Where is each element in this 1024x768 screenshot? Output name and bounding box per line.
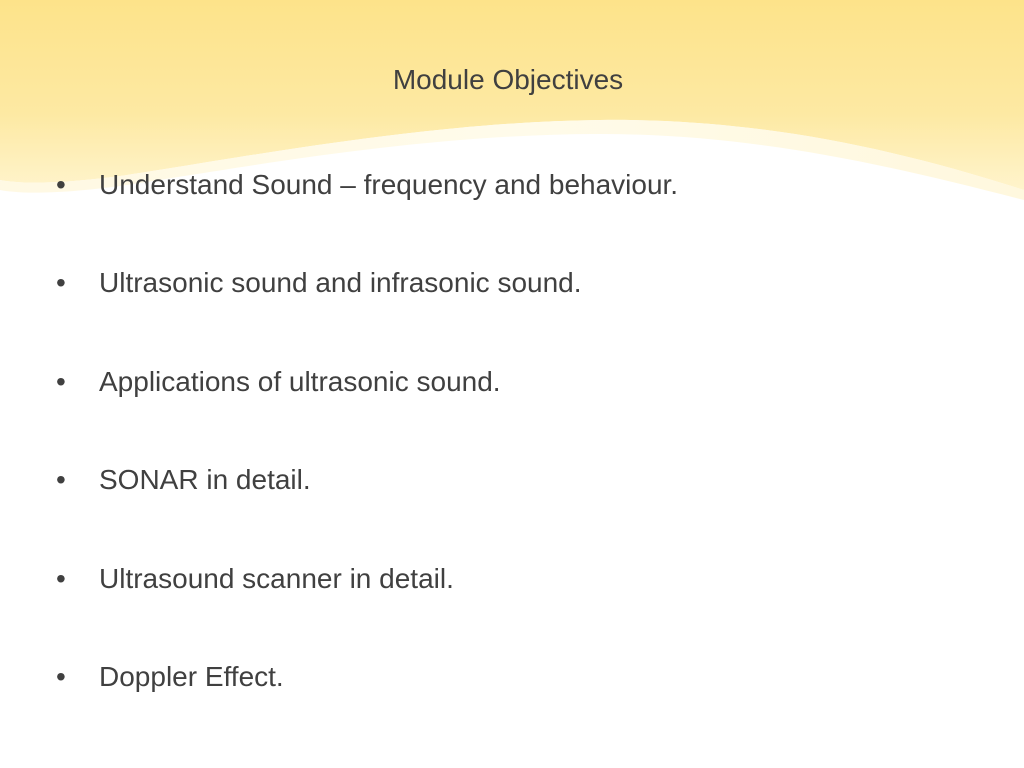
- list-item: [54, 258, 994, 356]
- list-item-text: Understand Sound – frequency and behaviour.: [99, 169, 679, 200]
- bullet-icon: •: [56, 562, 66, 594]
- list-item: [54, 160, 994, 258]
- list-item: [54, 357, 994, 455]
- list-item-text: Doppler Effect.: [99, 660, 284, 692]
- objectives-list: [54, 160, 994, 750]
- list-item-text: Ultrasound scanner in detail.: [99, 562, 454, 594]
- bullet-icon: •: [56, 365, 66, 397]
- bullet-icon: •: [56, 464, 66, 496]
- list-item-text: Ultrasonic sound and infrasonic sound.: [99, 267, 582, 299]
- list-item: [54, 652, 994, 750]
- bullet-icon: •: [56, 169, 66, 200]
- list-item: [54, 455, 994, 553]
- slide-title: Module Objectives: [392, 64, 624, 95]
- bullet-icon: •: [56, 660, 66, 692]
- bullet-icon: •: [56, 267, 66, 299]
- list-item: [54, 554, 994, 652]
- list-item-text: SONAR in detail.: [99, 464, 311, 496]
- list-item-text: Applications of ultrasonic sound.: [99, 365, 501, 397]
